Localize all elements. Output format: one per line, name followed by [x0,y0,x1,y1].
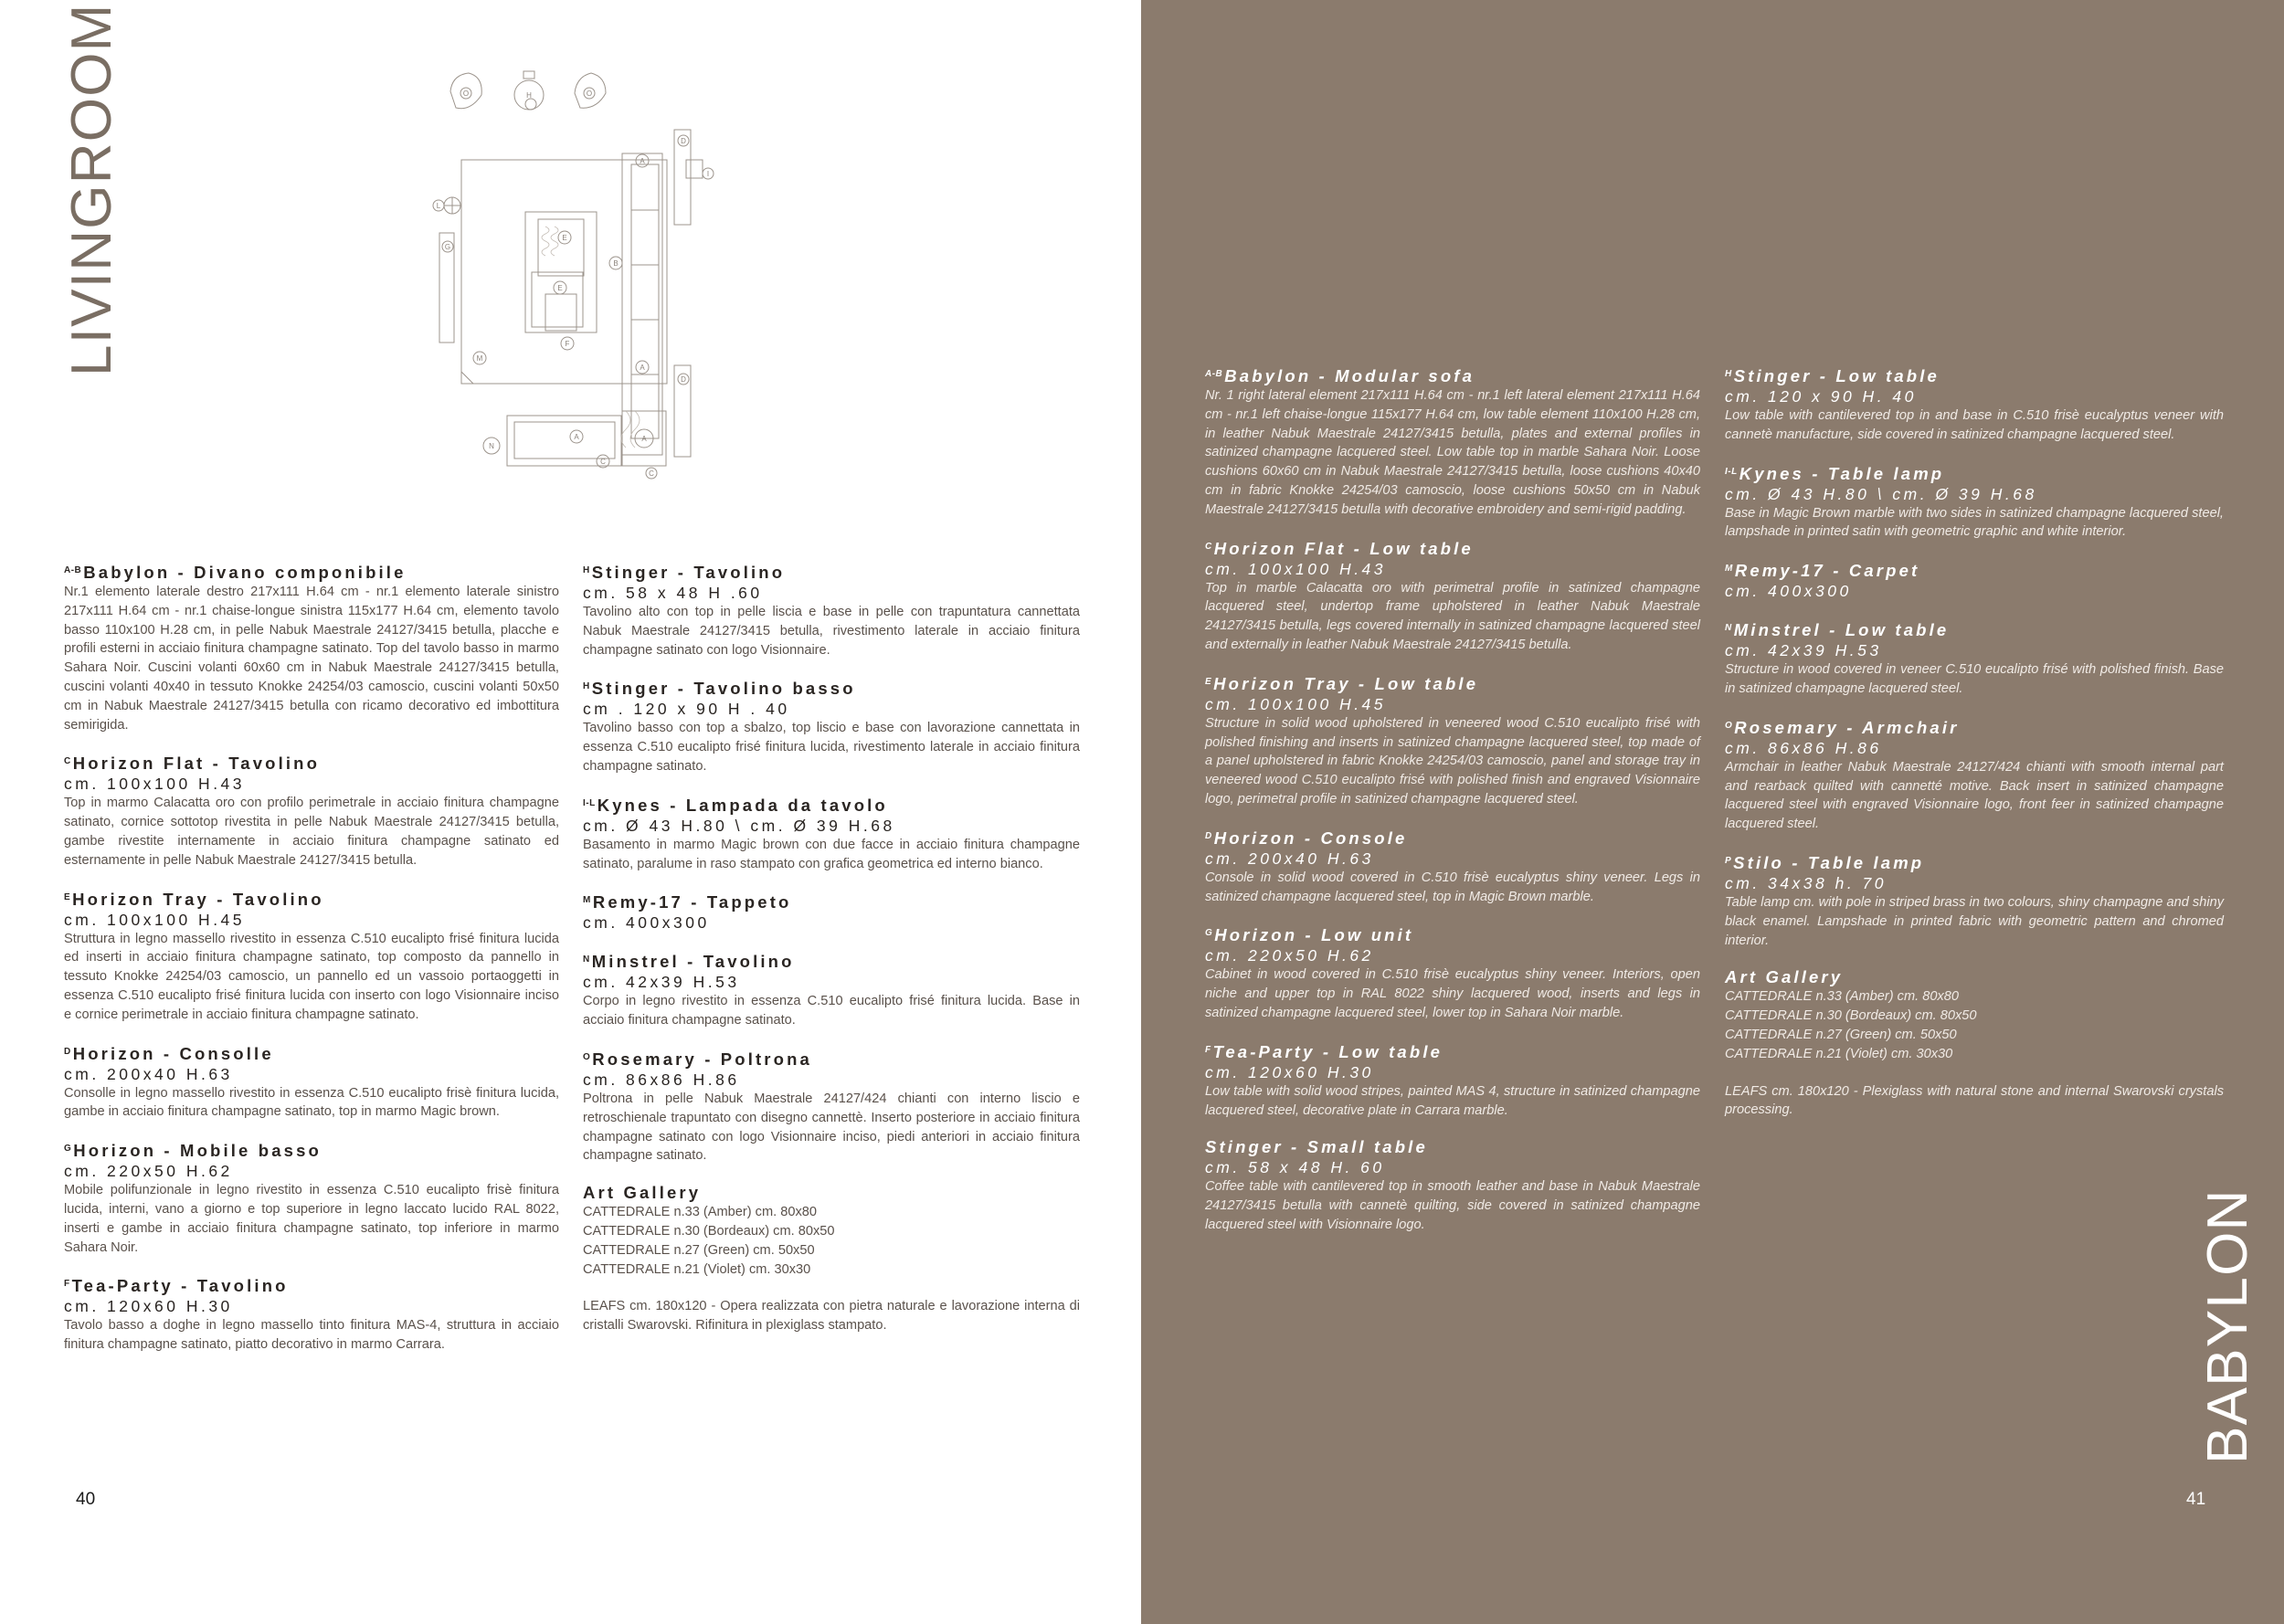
product-entry [1205,1136,1700,1234]
product-code: E [1205,676,1212,687]
plan-label: N [489,442,494,450]
product-description: Nr.1 elemento laterale destro 217x111 H.64 cm - nr.1 elemento laterale sinistro 217x111 H.64 cm - nr.1 chaise-longue sinistra 115x177 H.64 cm, elemento tavolo basso 110x100 H.28 cm, in pelle Nabuk Maestrale 24127/3415 betulla, placche e profili esterni in acciaio finitura champagne satinato. Top del tavolo basso in marmo Sahara Noir. Cuscini volanti 60x60 cm in Nabuk Maestrale 24127/3415 betulla, cuscini volanti 40x40 in tessuto Knokke 24254/03 camoscio, cuscini volanti 50x50 cm in Nabuk Maestrale 24127/3415 betulla con ricamo decorativo ed imbottitura semirigida. [64,585,559,733]
product-description: Base in Magic Brown marble with two sides in satinized champagne lacquered steel, lampshade in printed satin with geometric graphic and white interior. [1725,505,2224,540]
product-entry [1725,461,2224,543]
plan-label: A [640,364,645,372]
product-title: $^{I-L}$ Kynes - Lampada da tavolo [583,795,888,815]
product-dimensions: cm. 34x38 h. 70 [1725,873,1887,892]
product-dimensions: cm. 120 x 90 H. 40 [1725,387,1917,406]
product-entry [583,1047,1080,1165]
product-code: G [64,1144,72,1155]
left-page-title: LIVINGROOM [60,3,123,376]
product-description: Basamento in marmo Magic brown con due facce in acciaio finitura champagne satinato, paralume in raso stampato con grafica geometrica ed interno bianco. [583,837,1080,871]
floor-plan-diagram [416,64,726,484]
product-title: $^C$ Horizon Flat - Tavolino [64,754,321,774]
art-gallery-item: CATTEDRALE n.27 (Green) cm. 50x50 [1725,1027,1957,1042]
product-title: $^M$ Remy-17 - Tappeto [583,892,792,912]
product-description: Cabinet in wood covered in C.510 frisè eucalyptus shiny veneer. Interiors, open niche and upper top in RAL 8022 shiny lacquered wood, inserts and legs in satinized champagne lacquered steel, lower top in Sahara Noir marble. [1205,967,1700,1020]
product-description: Tavolino alto con top in pelle liscia e base in pelle con trapuntatura cannettata Nabuk Maestrale 24127/3415 betulla, rivestimento laterale in acciaio finitura champagne satinato con logo Visionnaire. [583,605,1080,658]
product-title: $^O$ Rosemary - Poltrona [583,1049,812,1069]
plan-label: E [562,234,567,242]
product-code: M [1725,564,1733,575]
art-gallery-list [583,1203,1080,1279]
product-description: Poltrona in pelle Nabuk Maestrale 24127/424 chianti con interno liscio e retroschienale trapuntato con disegno cannettè. Inserto posteriore in acciaio finitura champagne satinato con logo Visionnaire inciso, piedi anteriori in acciaio finitura champagne satinato. [583,1091,1080,1164]
product-description: Corpo in legno rivestito in essenza C.510 eucalipto frisé finitura lucida. Base in acciaio finitura champagne satinato. [583,994,1080,1028]
product-description: Console in solid wood covered in C.510 frisè eucalyptus shiny veneer. Legs in satinized champagne lacquered steel, top in Magic Brown marble. [1205,870,1700,904]
product-dimensions: cm. Ø 43 H.80 \ cm. Ø 39 H.68 [1725,484,2037,503]
plan-label: D [681,137,686,145]
left-page [0,0,1141,1624]
plan-label: C [600,458,606,466]
art-gallery-section [1725,966,2224,1120]
product-code: N [583,954,590,965]
product-title: $^H$ Stinger - Tavolino basso [583,679,856,699]
product-entry [1205,536,1700,655]
product-description: Low table with solid wood stripes, painted MAS 4, structure in satinized champagne lacquered steel, decorative plate in Carrara marble. [1205,1083,1700,1118]
product-dimensions: cm. 400x300 [583,913,710,933]
product-dimensions: cm. 400x300 [1725,582,1852,601]
plan-label: I [706,170,710,178]
product-entry [64,560,559,734]
product-code: E [64,891,71,902]
plan-label: M [476,354,483,363]
plan-label: F [565,340,570,348]
product-description: Structure in solid wood upholstered in veneered wood C.510 eucalipto frisé with polished finishing and inserts in satinized champagne lacquered steel, top made of a panel upholstered in fabric Knokke 24254/03 camoscio, panel and storage tray in veneered wood C.510 eucalipto frisé with polished finish and engraved Visionnaire logo, perimetral profile in satinized champagne lacquered steel. [1205,715,1700,807]
product-dimensions: cm. 120x60 H.30 [64,1297,233,1316]
product-title: Stinger - Small table [1205,1137,1428,1157]
product-entry [583,560,1080,659]
leafs-description: LEAFS cm. 180x120 - Plexiglass with natural stone and internal Swarovski crystals processing. [1725,1083,2224,1118]
product-code: F [64,1279,70,1290]
product-description: Struttura in legno massello rivestito in essenza C.510 eucalipto frisé finitura lucida ed inserti in acciaio finitura champagne satinato, top composto da pannello in tessuto Knokke 24254/03 camoscio, un pannello ed un vassoio portaoggetti in essenza C.510 eucalipto frisé finitura lucida con inserto con logo Visionnaire inciso e cornice perimetrale in acciaio finitura champagne satinato. [64,931,559,1022]
product-entry [64,751,559,870]
product-dimensions: cm. Ø 43 H.80 \ cm. Ø 39 H.68 [583,816,895,835]
art-gallery-item: CATTEDRALE n.33 (Amber) cm. 80x80 [583,1205,818,1220]
product-title: $^E$ Horizon Tray - Low table [1205,673,1479,693]
left-column-2 [583,560,1080,1352]
product-code: D [1205,830,1212,841]
product-entry [1725,617,2224,699]
product-entry [583,949,1080,1030]
product-entry [1725,364,2224,445]
plan-label: H [526,91,532,100]
product-code: I-L [583,797,596,808]
product-title: $^{I-L}$ Kynes - Table lamp [1725,463,1945,483]
product-description: Tavolino basso con top a sbalzo, top liscio e base con lavorazione cannettata in essenza C.510 eucalipto frisé finitura lucida, rivestimento laterale in acciaio finitura champagne satinato. [583,721,1080,774]
product-code: O [583,1051,591,1062]
product-dimensions: cm. 58 x 48 H .60 [583,584,763,602]
product-code: H [583,681,590,692]
product-title: $^D$ Horizon - Console [1205,828,1408,848]
product-description: Nr. 1 right lateral element 217x111 H.64 cm - nr.1 left lateral element 217x111 H.64 cm - nr.1 left chaise-longue 115x177 H.64 cm, low table element 110x100 H.28 cm, in leather Nabuk Maestrale 24127/3415 betulla, plates and external profiles in satinized champagne lacquered steel. Low table top in marble Sahara Noir. Loose cushions 60x60 cm in Nabuk Maestrale 24127/3415 betulla, loose cushions 40x40 cm in fabric Knokke 24254/03 camoscio, loose cushions 50x50 cm in Nabuk Maestrale 24127/3415 betulla with decorative embroidery and semi-rigid padding. [1205,388,1700,517]
plan-label: O [586,90,593,98]
product-entry [1205,923,1700,1022]
product-description: Structure in wood covered in veneer C.510 eucalipto frisé with polished finish. Base in satinized champagne lacquered steel. [1725,662,2224,696]
product-entry [1205,671,1700,809]
product-description: Table lamp cm. with pole in striped brass in two colours, shiny champagne and shiny black enamel. Lampshade in printed fabric with geometric pattern and chromed interior. [1725,894,2224,948]
art-gallery-list [1725,987,2224,1063]
art-gallery-title: Art Gallery [583,1183,702,1203]
product-dimensions: cm. 100x100 H.43 [1205,559,1387,578]
product-code: A-B [64,565,82,575]
product-code: O [1725,720,1733,731]
product-dimensions: cm. 42x39 H.53 [583,973,740,992]
art-gallery-item: CATTEDRALE n.27 (Green) cm. 50x50 [583,1242,815,1258]
plan-label: C [649,469,654,478]
product-code: I-L [1725,466,1738,477]
product-title: $^G$ Horizon - Low unit [1205,925,1414,945]
product-entry [1205,826,1700,907]
product-entry [1725,715,2224,834]
product-entry [1205,364,1700,520]
product-title: $^H$ Stinger - Tavolino [583,563,786,582]
product-dimensions: cm. 220x50 H.62 [64,1162,233,1181]
product-title: $^E$ Horizon Tray - Tavolino [64,889,324,909]
product-title: $^{A-B}$ Babylon - Modular sofa [1205,366,1475,385]
product-code: H [583,565,590,575]
product-description: Armchair in leather Nabuk Maestrale 24127/424 chianti with smooth internal part and rearback quilted with cannetté motive. Back insert in satinized champagne lacquered steel with engraved Visionnaire logo, front feer in satinized champagne lacquered steel. [1725,759,2224,832]
product-code: G [1205,928,1213,939]
plan-label: E [557,284,563,292]
leafs-description: LEAFS cm. 180x120 - Opera realizzata con pietra naturale e lavorazione interna di cristalli Swarovski. Rifinitura in plexiglass stampato. [583,1299,1080,1334]
product-code: C [1205,541,1212,552]
product-code: A-B [1205,369,1223,379]
right-page-title: BABYLON [2196,1188,2259,1464]
product-dimensions: cm. 86x86 H.86 [1725,738,1882,757]
product-description: Tavolo basso a doghe in legno massello tinto finitura MAS-4, struttura in acciaio finitura champagne satinato, piatto decorativo in marmo Carrara. [64,1318,559,1353]
product-dimensions: cm. 100x100 H.43 [64,775,246,794]
product-title: $^N$ Minstrel - Low table [1725,620,1950,640]
product-entry [1725,850,2224,950]
art-gallery-section [583,1182,1080,1335]
plan-label: A [574,433,579,441]
product-title: $^G$ Horizon - Mobile basso [64,1141,322,1161]
product-title: $^{A-B}$ Babylon - Divano componibile [64,563,407,582]
product-code: F [1205,1044,1211,1055]
plan-label: A [640,157,645,165]
product-title: $^N$ Minstrel - Tavolino [583,952,795,972]
product-dimensions: cm. 200x40 H.63 [1205,849,1374,868]
product-code: H [1725,369,1732,379]
product-entry [64,887,559,1025]
product-entry [1205,1039,1700,1121]
product-entry [64,1138,559,1257]
product-dimensions: cm. 86x86 H.86 [583,1070,740,1089]
product-title: $^P$ Stilo - Table lamp [1725,852,1925,872]
right-column-2 [1725,364,2224,1136]
product-code: N [1725,623,1732,634]
product-entry [583,890,1080,933]
product-description: Consolle in legno massello rivestito in essenza C.510 eucalipto frisè finitura lucida, gambe in acciaio finitura champagne satinato, top in marmo Magic brown. [64,1085,559,1120]
art-gallery-title: Art Gallery [1725,967,1844,987]
art-gallery-item: CATTEDRALE n.30 (Bordeaux) cm. 80x50 [1725,1008,1977,1024]
product-title: $^F$ Tea-Party - Low table [1205,1041,1443,1061]
product-code: C [64,756,71,767]
product-entry [583,793,1080,874]
plan-label: L [436,202,441,210]
product-code: P [1725,855,1732,866]
plan-label: D [681,375,686,384]
product-description: Low table with cantilevered top in and base in C.510 frisè eucalyptus veneer with cannetè manufacture, side covered in satinized champagne lacquered steel. [1725,408,2224,442]
plan-label: B [613,259,619,268]
product-description: Top in marmo Calacatta oro con profilo perimetrale in acciaio finitura champagne satinato, cornice sottotop rivestita in pelle Nabuk Maestrale 24127/3415 betulla, gambe rivestite internamente in acciaio finitura champagne satinato ed esternamente in pelle Nabuk Maestrale 24127/3415 betulla. [64,796,559,868]
product-title: $^H$ Stinger - Low table [1725,366,1940,385]
product-code: D [64,1046,71,1057]
product-title: $^M$ Remy-17 - Carpet [1725,561,1920,581]
product-entry [64,1273,559,1355]
left-column-1 [64,560,559,1371]
product-dimensions: cm. 120x60 H.30 [1205,1062,1374,1081]
product-title: $^C$ Horizon Flat - Low table [1205,538,1474,558]
art-gallery-item: CATTEDRALE n.30 (Bordeaux) cm. 80x50 [583,1223,835,1239]
plan-label: A [641,435,647,443]
product-dimensions: cm. 100x100 H.45 [1205,694,1387,713]
product-dimensions: cm. 220x50 H.62 [1205,946,1374,965]
product-entry [583,676,1080,775]
page-number: 41 [2186,1490,2206,1509]
art-gallery-item: CATTEDRALE n.21 (Violet) cm. 30x30 [1725,1046,1953,1061]
product-dimensions: cm. 42x39 H.53 [1725,641,1882,660]
page-number: 40 [76,1490,96,1509]
product-dimensions: cm. 58 x 48 H. 60 [1205,1158,1385,1177]
product-description: Mobile polifunzionale in legno rivestito in essenza C.510 eucalipto frisè finitura lucida, interni, vano a giorno e top superiore in legno laccato lucido RAL 8022, inserti e gambe in acciaio finitura champagne satinato, top inferiore in marmo Sahara Noir. [64,1183,559,1255]
product-entry [64,1041,559,1123]
product-title: $^D$ Horizon - Consolle [64,1043,274,1063]
product-code: M [583,895,591,906]
product-description: Coffee table with cantilevered top in smooth leather and base in Nabuk Maestrale 24127/3415 betulla with cannetè quilting, side covered in satinized champagne lacquered steel with Visionnaire logo. [1205,1179,1700,1232]
product-entry [1725,558,2224,601]
product-description: Top in marble Calacatta oro with perimetral profile in satinized champagne lacquered steel, undertop frame upholstered in leather Nabuk Maestrale 24127/3415 betulla, legs covered internally in satinized champagne lacquered steel and externally in leather Nabuk Maestrale 24127/3415 betulla. [1205,580,1700,652]
art-gallery-item: CATTEDRALE n.33 (Amber) cm. 80x80 [1725,989,1960,1005]
product-dimensions: cm. 100x100 H.45 [64,910,246,929]
plan-label: O [462,90,470,98]
product-title: $^F$ Tea-Party - Tavolino [64,1276,289,1296]
plan-label: G [444,243,451,251]
product-dimensions: cm . 120 x 90 H . 40 [583,700,790,719]
right-column-1 [1205,364,1700,1251]
art-gallery-item: CATTEDRALE n.21 (Violet) cm. 30x30 [583,1261,811,1277]
product-title: $^O$ Rosemary - Armchair [1725,717,1960,737]
product-dimensions: cm. 200x40 H.63 [64,1064,233,1083]
